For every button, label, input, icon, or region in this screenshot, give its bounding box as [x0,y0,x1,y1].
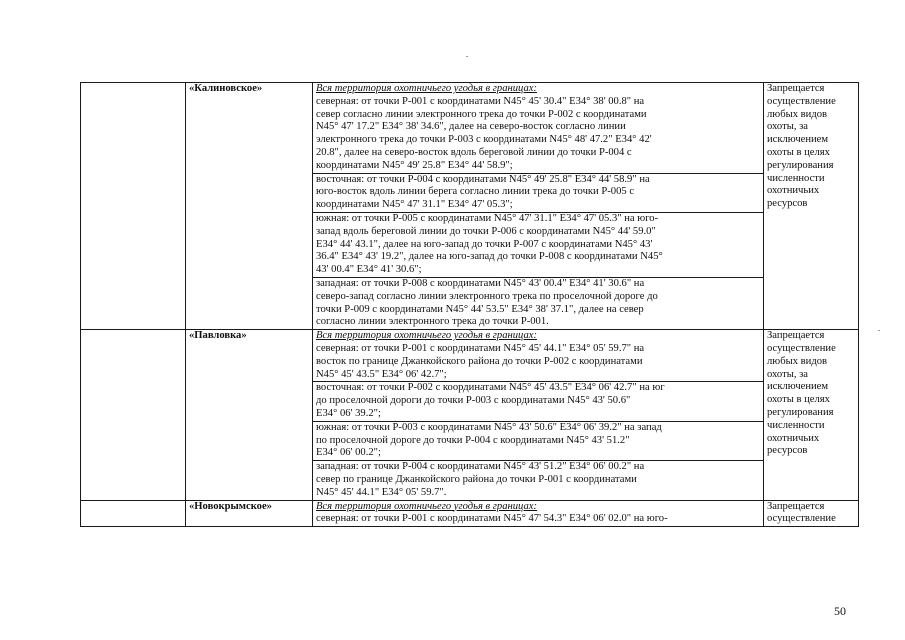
boundary-line: запад вдоль береговой линии до точки Р-006 с координатами N45° 44' 59.0" [316,225,656,237]
boundary-line: N45° 47' 17.2" E34° 38' 34.6", далее на северо-восток согласно линии [316,121,626,133]
page-number: 50 [834,604,846,618]
boundary-line: 36.4" E34° 43' 19.2", далее на юго-запад до точки Р-008 с координатами N45° [316,251,663,263]
boundary-heading: Вся территория охотничьего угодья в границах: [316,500,538,512]
boundary-line: точки Р-009 с координатами N45° 44' 53.5" E34° 38' 37.1", далее на север [316,303,644,315]
boundary-heading: Вся территория охотничьего угодья в границах: [316,330,538,342]
restriction-line: исключением [767,381,829,393]
restriction-line: регулирования [767,159,834,171]
ground-name: «Павловка» [186,330,313,500]
boundary-description [313,500,764,527]
boundary-line: 43' 00.4" E34° 41' 30.6"; [316,264,422,276]
empty-cell [81,330,186,500]
boundary-segment [313,343,763,381]
restriction-line: Запрещается [767,330,825,342]
boundary-segment [313,212,763,277]
boundary-line: северная: от точки Р-001 с координатами N45° 45' 44.1" E34° 05' 59.7" на [316,342,645,354]
hunting-restriction [764,500,859,527]
restriction-line: Запрещается [767,83,825,94]
boundary-line: координатами N45° 49' 25.8" E34° 44' 58.9"; [316,159,513,171]
restriction-line: осуществление [767,95,836,107]
boundary-line: N45° 45' 43.5" E34° 06' 42.7"; [316,368,447,380]
table-body [81,83,859,527]
restriction-line: охоты в целях [767,394,830,406]
boundary-line: по проселочной дороге до точки Р-004 с координатами N45° 43' 51.2" [316,434,630,446]
restriction-line: охоты в целях [767,146,830,158]
boundary-segment [313,421,763,460]
boundary-line: восток по границе Джанкойского района до точки Р-002 с координатами [316,355,643,367]
boundary-line: 20.8", далее на северо-восток вдоль береговой линии до точки Р-004 с [316,146,632,158]
restriction-line: любых видов [767,108,828,120]
table-row [81,83,859,330]
restriction-line: охоты, за [767,121,809,133]
restriction-line: регулирования [767,406,834,418]
empty-cell [81,83,186,330]
restriction-line: ресурсов [767,445,808,457]
hunting-grounds-table [80,82,859,527]
empty-cell [81,500,186,527]
restriction-line: охотничьих [767,432,820,444]
boundary-segment [313,381,763,420]
restriction-line: численности [767,172,825,184]
boundary-line: северо-запад согласно линии электронного трека по проселочной дороге до [316,290,658,302]
ground-name: «Калиновское» [186,83,313,330]
boundary-line: север согласно линии электронного трека до точки Р-002 с координатами [316,108,647,120]
boundary-segment [313,460,763,499]
hunting-restriction [764,83,859,330]
boundary-description [313,330,764,500]
boundary-segment [313,513,763,526]
boundary-line: согласно линии электронного трека до точки Р-001. [316,316,549,328]
restriction-line: осуществление [767,513,836,525]
boundary-segment [313,277,763,329]
scan-speck [878,330,880,331]
boundary-line: южная: от точки Р-003 с координатами N45° 43' 50.6" E34° 06' 39.2" на запад [316,421,662,433]
boundary-line: E34° 06' 39.2"; [316,407,381,419]
restriction-line: охотничьих [767,185,820,197]
boundary-description [313,83,764,330]
boundary-segment [313,173,763,212]
boundary-line: западная: от точки Р-004 с координатами N45° 43' 51.2" E34° 06' 00.2" на [316,461,645,473]
boundary-line: восточная: от точки Р-004 с координатами N45° 49' 25.8" E34° 44' 58.9" на [316,173,650,185]
restriction-line: исключением [767,134,829,146]
restriction-line: осуществление [767,342,836,354]
ground-name: «Новокрымское» [186,500,313,527]
boundary-line: юго-восток вдоль линии берега согласно линии трека до точки Р-005 с [316,186,635,198]
boundary-line: север по границе Джанкойского района до точки Р-001 с координатами [316,473,637,485]
boundary-line: электронного трека до точки Р-003 с координатами N45° 48' 47.2" E34° 42' [316,134,652,146]
table-row [81,500,859,527]
restriction-line: ресурсов [767,198,808,210]
boundary-line: северная: от точки Р-001 с координатами N45° 45' 30.4" E34° 38' 00.8" на [316,95,645,107]
table-row [81,330,859,500]
boundary-segment [313,96,763,173]
boundary-line: до проселочной дороги до точки Р-003 с координатами N45° 43' 50.6" [316,395,631,407]
boundary-line: E34° 06' 00.2"; [316,447,381,459]
restriction-line: Запрещается [767,500,825,512]
boundary-line: западная: от точки Р-008 с координатами N45° 43' 00.4" E34° 41' 30.6" на [316,277,645,289]
scan-speck [466,56,468,57]
boundary-line: восточная: от точки Р-002 с координатами N45° 45' 43.5" E34° 06' 42.7" на юг [316,382,665,394]
restriction-line: охоты, за [767,368,809,380]
boundary-heading: Вся территория охотничьего угодья в границах: [316,83,538,94]
boundary-line: координатами N45° 47' 31.1" E34° 47' 05.3"; [316,199,513,211]
boundary-line: южная: от точки Р-005 с координатами N45° 47' 31.1" E34° 47' 05.3" на юго- [316,212,659,224]
restriction-line: численности [767,419,825,431]
boundary-line: E34° 44' 43.1", далее на юго-запад до точки Р-007 с координатами N45° 43' [316,238,653,250]
boundary-line: N45° 45' 44.1" E34° 05' 59.7". [316,486,447,498]
hunting-restriction [764,330,859,500]
boundary-line: северная: от точки Р-001 с координатами N45° 47' 54.3" E34° 06' 02.0" на юго- [316,513,668,525]
restriction-line: любых видов [767,355,828,367]
